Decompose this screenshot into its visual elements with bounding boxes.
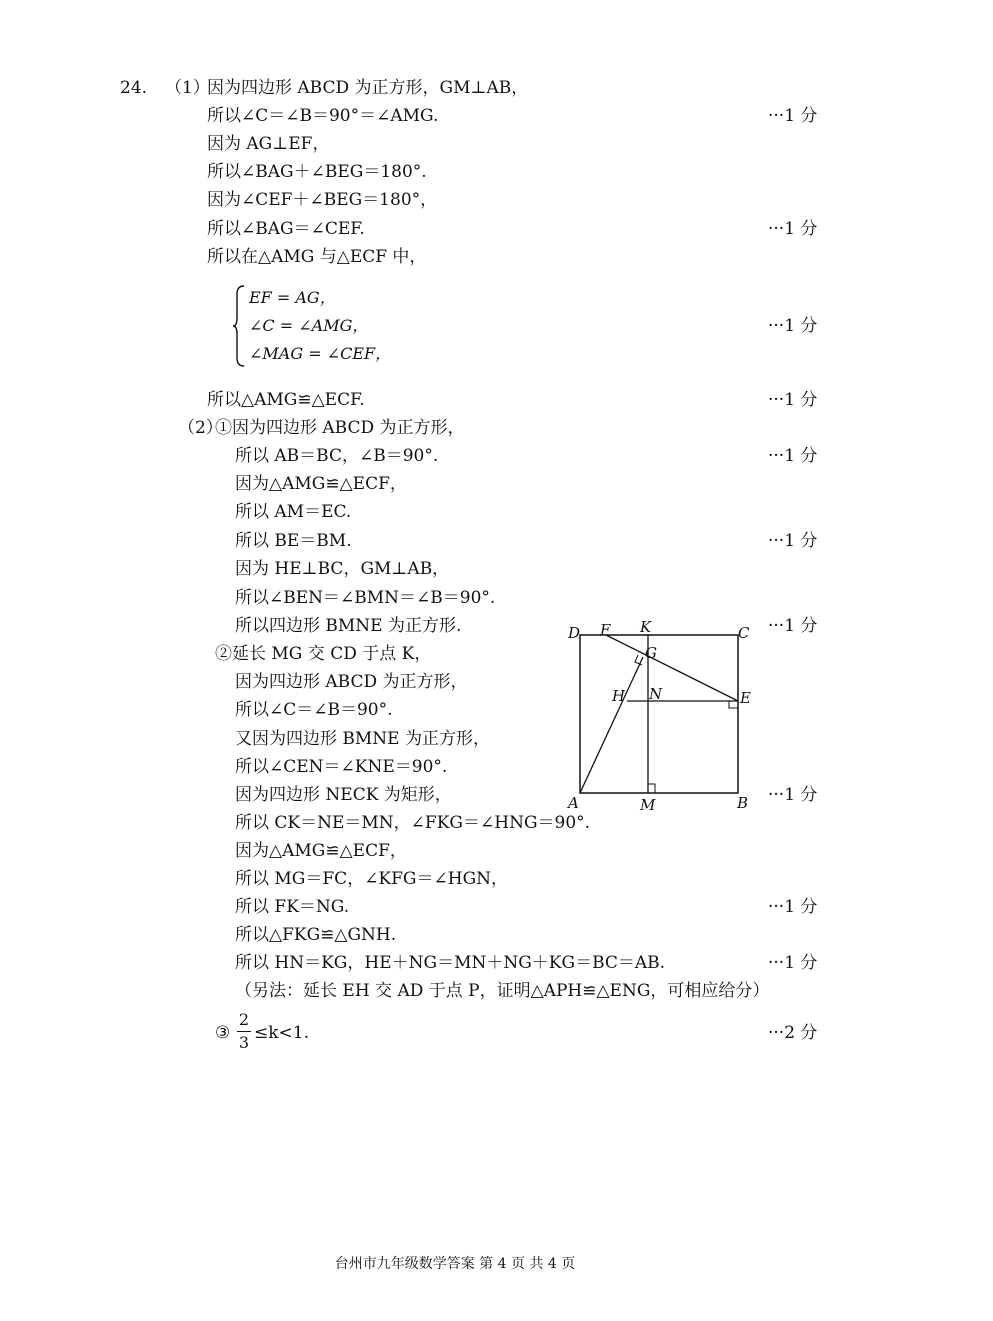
score-9: ···1 分 [768,897,818,917]
part1-line-5: 因为∠CEF＋∠BEG＝180°， [207,190,438,210]
system-brace [232,284,246,368]
label-g: G [645,644,657,662]
part2-sub1-line-6: 因为 HE⊥BC，GM⊥AB， [235,559,450,579]
system-eq-3: ∠MAG = ∠CEF， [249,344,392,363]
label-m: M [640,796,656,814]
score-5: ···1 分 [768,446,818,466]
label-n: N [649,685,663,703]
fraction-bar [237,1031,251,1032]
part2-sub2-line-2: 因为四边形 ABCD 为正方形， [235,672,468,692]
part2-sub1-line-4: 所以 AM＝EC. [235,502,352,522]
segment-ag [580,657,643,793]
part2-sub2-line-10: 所以 FK＝NG. [235,897,350,917]
question-number: 24. [120,78,148,98]
part2-sub1-line-2: 所以 AB＝BC，∠B＝90°. [235,446,439,466]
part1-line-6: 所以∠BAG＝∠CEF. [207,219,365,239]
part2-sub1-line-8: 所以四边形 BMNE 为正方形. [235,616,462,636]
part2-sub3-rest: ≤k<1. [254,1023,310,1043]
score-3: ···1 分 [768,316,818,336]
geometry-figure [560,612,765,817]
part2-sub2-line-3: 所以∠C＝∠B＝90°. [235,700,393,720]
part1-conclusion: 所以△AMG≌△ECF. [207,390,365,410]
page-footer: 台州市九年级数学答案 第 4 页 共 4 页 [334,1256,576,1272]
part2-sub3-prefix: ③ [215,1023,231,1043]
part2-sub2-line-5: 所以∠CEN＝∠KNE＝90°. [235,757,448,777]
part2-sub1-line-1: ①因为四边形 ABCD 为正方形， [215,418,465,438]
score-4: ···1 分 [768,390,818,410]
label-c: C [738,624,750,642]
score-2: ···1 分 [768,219,818,239]
part2-label: （2） [178,418,223,438]
part1-line-1: 因为四边形 ABCD 为正方形，GM⊥AB， [207,78,529,98]
part2-sub1-line-7: 所以∠BEN＝∠BMN＝∠B＝90°. [235,588,496,608]
part2-sub2-line-9: 所以 MG＝FC，∠KFG＝∠HGN， [235,869,509,889]
label-d: D [568,624,581,642]
part1-line-4: 所以∠BAG＋∠BEG＝180°. [207,162,427,182]
part2-sub1-line-3: 因为△AMG≌△ECF， [235,474,407,494]
part1-line-3: 因为 AG⊥EF， [207,134,330,154]
part1-line-7: 所以在△AMG 与△ECF 中， [207,247,427,267]
segment-fe [606,635,738,701]
score-7: ···1 分 [768,616,818,636]
part2-sub2-line-8: 因为△AMG≌△ECF， [235,841,407,861]
label-b: B [737,794,749,812]
part2-sub2-line-11: 所以△FKG≌△GNH. [235,925,397,945]
label-e: E [740,689,751,707]
alt-method-note: （另法：延长 EH 交 AD 于点 P，证明△APH≌△ENG，可相应给分） [235,981,770,1001]
score-1: ···1 分 [768,106,818,126]
part1-label: （1） [165,78,210,98]
part2-sub2-line-7: 所以 CK＝NE＝MN，∠FKG＝∠HNG＝90°. [235,813,591,833]
system-eq-2: ∠C = ∠AMG， [249,316,369,335]
part2-sub1-line-5: 所以 BE＝BM. [235,531,352,551]
part1-line-2: 所以∠C＝∠B＝90°＝∠AMG. [207,106,439,126]
right-angle-e [729,701,738,708]
square-abcd [580,635,738,793]
score-10: ···1 分 [768,953,818,973]
fraction-numerator: 2 [238,1010,250,1029]
part2-sub2-line-12: 所以 HN＝KG，HE＋NG＝MN＋NG＋KG＝BC＝AB. [235,953,666,973]
right-angle-m [648,784,655,793]
part2-sub2-line-6: 因为四边形 NECK 为矩形， [235,785,452,805]
label-k: K [640,618,652,636]
score-8: ···1 分 [768,785,818,805]
label-h: H [612,687,626,705]
label-f: F [600,621,611,639]
score-6: ···1 分 [768,531,818,551]
score-11: ···2 分 [768,1023,818,1043]
label-a: A [568,794,579,812]
fraction-denominator: 3 [238,1033,250,1052]
system-eq-1: EF = AG， [249,288,336,307]
part2-sub2-line-4: 又因为四边形 BMNE 为正方形， [235,729,490,749]
part2-sub2-line-1: ②延长 MG 交 CD 于点 K， [215,644,432,664]
